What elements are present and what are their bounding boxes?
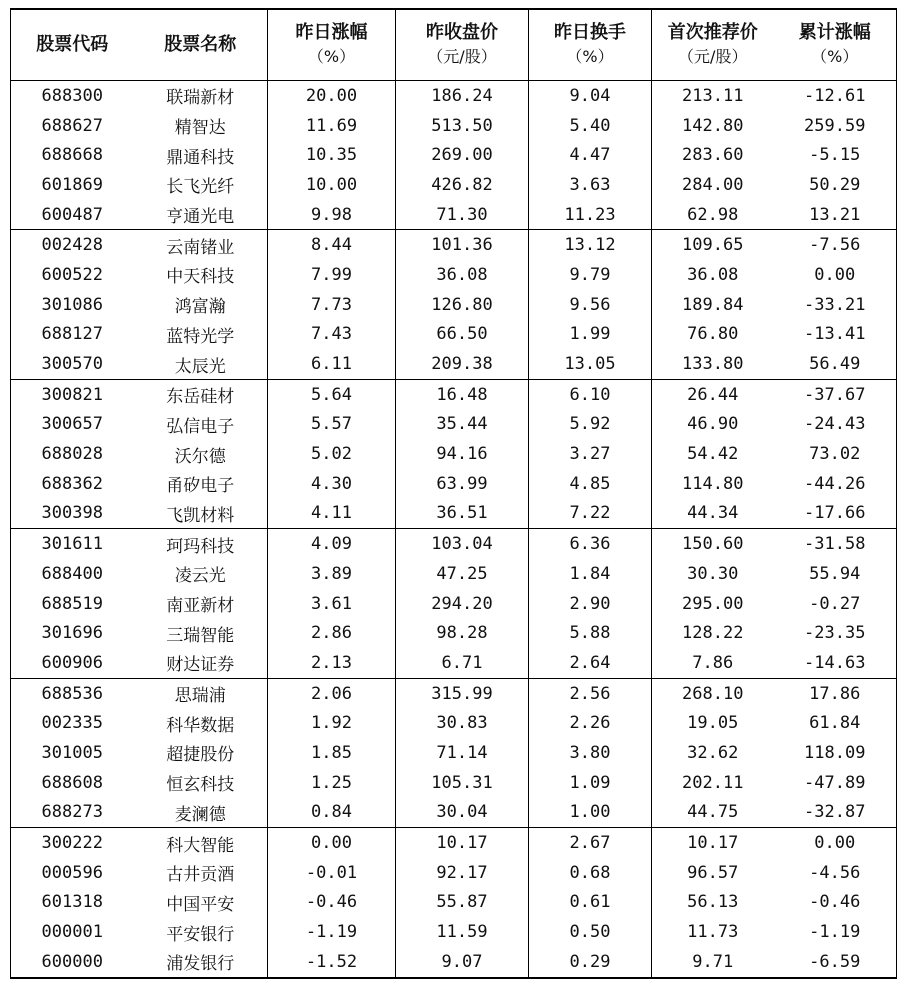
recommend-price-cell: 128.22: [682, 623, 744, 644]
close-price-cell: 103.04: [396, 529, 529, 559]
close-price-cell: 315.99: [396, 678, 529, 708]
recommend-price-cell: 202.11: [682, 772, 744, 793]
close-price-cell: 66.50: [396, 320, 529, 350]
turnover-cell: 9.56: [529, 290, 652, 320]
stock-code-cell: 002335: [11, 708, 134, 738]
cumulative-change-cell: -5.15: [774, 140, 897, 170]
table-row: [11, 230, 897, 260]
header-cumulative-title: 累计涨幅: [798, 22, 871, 43]
table-row: [11, 858, 897, 888]
stock-name-cell: 古井贡酒: [134, 858, 268, 888]
change-cell: 5.57: [268, 410, 396, 440]
stock-code-cell: 300570: [11, 349, 134, 379]
stock-code-cell: 300821: [11, 379, 134, 409]
turnover-cell: 9.04: [529, 81, 652, 111]
stock-code-cell: 688273: [11, 798, 134, 828]
table-row: [11, 379, 897, 409]
stock-code-cell: 688028: [11, 439, 134, 469]
header-change-title: 昨日涨幅: [295, 22, 368, 43]
close-price-cell: 98.28: [396, 618, 529, 648]
stock-code-cell: 688519: [11, 589, 134, 619]
cumulative-change-cell: 0.00: [774, 828, 897, 858]
stock-name-cell: 鼎通科技: [134, 140, 268, 170]
stock-code-cell: 301005: [11, 738, 134, 768]
stock-code-cell: 688608: [11, 768, 134, 798]
recommend-price-cell: 30.30: [687, 563, 739, 584]
change-cell: 0.00: [268, 828, 396, 858]
turnover-cell: 7.22: [529, 499, 652, 529]
close-price-cell: 92.17: [396, 858, 529, 888]
table-row: [11, 439, 897, 469]
table-row: [11, 648, 897, 678]
recommend-price-cell: 295.00: [682, 593, 744, 614]
turnover-cell: 11.23: [529, 200, 652, 230]
table-row: [11, 349, 897, 379]
turnover-cell: 6.36: [529, 529, 652, 559]
recommend-price-cell: 109.65: [652, 230, 774, 260]
change-cell: 7.99: [268, 260, 396, 290]
close-price-cell: 36.08: [396, 260, 529, 290]
turnover-cell: 1.84: [529, 559, 652, 589]
turnover-cell: 6.10: [529, 379, 652, 409]
change-cell: 4.11: [268, 499, 396, 529]
recommend-price-cell: 76.80: [687, 324, 739, 345]
change-cell: 10.35: [268, 140, 396, 170]
cumulative-change-cell: -44.26: [774, 469, 897, 499]
change-cell: 8.44: [268, 230, 396, 260]
stock-name-cell: 三瑞智能: [134, 618, 268, 648]
change-cell: 3.89: [268, 559, 396, 589]
turnover-cell: 2.90: [529, 589, 652, 619]
close-price-cell: 30.83: [396, 708, 529, 738]
turnover-cell: 4.47: [529, 140, 652, 170]
table-row: [11, 738, 897, 768]
turnover-cell: 1.99: [529, 320, 652, 350]
recommend-price-cell: 133.80: [682, 354, 744, 375]
recommend-price-cell: 268.10: [652, 678, 774, 708]
close-price-cell: 11.59: [396, 917, 529, 947]
table-row: [11, 589, 897, 619]
table-row: [11, 410, 897, 440]
stock-code-cell: 688127: [11, 320, 134, 350]
table-row: [11, 559, 897, 589]
stock-name-cell: 东岳硅材: [134, 379, 268, 409]
stock-name-cell: 思瑞浦: [134, 678, 268, 708]
header-stock-name: 股票名称: [134, 9, 268, 81]
close-price-cell: 186.24: [396, 81, 529, 111]
stock-code-cell: 300222: [11, 828, 134, 858]
recommend-price-cell: 142.80: [682, 115, 744, 136]
change-cell: -0.01: [268, 858, 396, 888]
cumulative-change-cell: -32.87: [774, 798, 897, 828]
recommend-price-cell: 26.44: [652, 379, 774, 409]
stock-code-cell: 688536: [11, 678, 134, 708]
cumulative-change-cell: -31.58: [774, 529, 897, 559]
recommend-price-cell: 189.84: [682, 294, 744, 315]
close-price-cell: 9.07: [396, 947, 529, 978]
stock-name-cell: 恒玄科技: [134, 768, 268, 798]
stock-name-cell: 麦澜德: [134, 798, 268, 828]
table-row: [11, 529, 897, 559]
stock-name-cell: 科大智能: [134, 828, 268, 858]
stock-code-cell: 600906: [11, 648, 134, 678]
table-row: [11, 111, 897, 141]
close-price-cell: 55.87: [396, 888, 529, 918]
turnover-cell: 1.00: [529, 798, 652, 828]
stock-code-cell: 688362: [11, 469, 134, 499]
stock-name-cell: 科华数据: [134, 708, 268, 738]
close-price-cell: 35.44: [396, 410, 529, 440]
close-price-cell: 94.16: [396, 439, 529, 469]
close-price-cell: 63.99: [396, 469, 529, 499]
change-cell: 1.25: [268, 768, 396, 798]
close-price-cell: 105.31: [396, 768, 529, 798]
close-price-cell: 294.20: [396, 589, 529, 619]
stock-name-cell: 浦发银行: [134, 947, 268, 978]
turnover-cell: 5.40: [529, 111, 652, 141]
table-row: [11, 200, 897, 230]
header-cumulative: [774, 9, 897, 81]
recommend-price-cell: 56.13: [687, 892, 739, 913]
table-row: [11, 320, 897, 350]
change-cell: 0.84: [268, 798, 396, 828]
cumulative-change-cell: -37.67: [774, 379, 897, 409]
change-cell: 4.30: [268, 469, 396, 499]
table-row: [11, 708, 897, 738]
stock-code-cell: 301611: [11, 529, 134, 559]
close-price-cell: 6.71: [396, 648, 529, 678]
stock-name-cell: 精智达: [134, 111, 268, 141]
cumulative-change-cell: -7.56: [774, 230, 897, 260]
cumulative-change-cell: -6.59: [774, 947, 897, 978]
stock-name-cell: 亨通光电: [134, 200, 268, 230]
stock-name-cell: 中天科技: [134, 260, 268, 290]
close-price-cell: 126.80: [396, 290, 529, 320]
stock-code-cell: 301086: [11, 290, 134, 320]
change-cell: 5.64: [268, 379, 396, 409]
recommend-price-cell: 44.75: [687, 802, 739, 823]
change-cell: 6.11: [268, 349, 396, 379]
stock-name-cell: 长飞光纤: [134, 170, 268, 200]
close-price-cell: 101.36: [396, 230, 529, 260]
header-change: [268, 9, 396, 81]
change-cell: 4.09: [268, 529, 396, 559]
recommend-price-cell: 150.60: [652, 529, 774, 559]
turnover-cell: 2.64: [529, 648, 652, 678]
table-row: [11, 140, 897, 170]
stock-code-cell: 688300: [11, 81, 134, 111]
table-row: [11, 170, 897, 200]
header-change-unit: （%）: [307, 47, 356, 66]
change-cell: 20.00: [268, 81, 396, 111]
stock-code-cell: 600487: [11, 200, 134, 230]
recommend-price-cell: 44.34: [687, 503, 739, 524]
table-row: [11, 947, 897, 978]
cumulative-change-cell: -1.19: [774, 917, 897, 947]
stock-name-cell: 蓝特光学: [134, 320, 268, 350]
header-recommend-unit: （元/股）: [678, 47, 748, 66]
header-close-price: [396, 9, 529, 81]
turnover-cell: 0.68: [529, 858, 652, 888]
cumulative-change-cell: 17.86: [774, 678, 897, 708]
stock-code-cell: 601869: [11, 170, 134, 200]
table-row: [11, 290, 897, 320]
table-row: [11, 678, 897, 708]
cumulative-change-cell: 55.94: [774, 559, 897, 589]
stock-name-cell: 弘信电子: [134, 410, 268, 440]
stock-code-cell: 002428: [11, 230, 134, 260]
cumulative-change-cell: -14.63: [774, 648, 897, 678]
stock-name-cell: 鸿富瀚: [134, 290, 268, 320]
table-row: [11, 81, 897, 111]
cumulative-change-cell: -33.21: [774, 290, 897, 320]
table-header-row: [11, 9, 897, 81]
header-recommend-title: 首次推荐价: [667, 22, 758, 43]
change-cell: 9.98: [268, 200, 396, 230]
cumulative-change-cell: -17.66: [774, 499, 897, 529]
close-price-cell: 10.17: [396, 828, 529, 858]
recommend-price-cell: 213.11: [682, 85, 744, 106]
header-turnover-title: 昨日换手: [554, 22, 626, 43]
stock-name-cell: 中国平安: [134, 888, 268, 918]
recommend-price-cell: 96.57: [687, 862, 739, 883]
stock-name-cell: 南亚新材: [134, 589, 268, 619]
close-price-cell: 71.30: [396, 200, 529, 230]
recommend-price-cell: 11.73: [687, 922, 739, 943]
turnover-cell: 5.92: [529, 410, 652, 440]
stock-code-cell: 688627: [11, 111, 134, 141]
stock-name-cell: 联瑞新材: [134, 81, 268, 111]
header-cumulative-unit: （%）: [811, 47, 859, 66]
stock-name-cell: 沃尔德: [134, 439, 268, 469]
table-row: [11, 469, 897, 499]
stock-code-cell: 601318: [11, 888, 134, 918]
stock-recommendation-table: [10, 8, 897, 979]
cumulative-change-cell: 61.84: [774, 708, 897, 738]
stock-name-cell: 财达证券: [134, 648, 268, 678]
stock-name-cell: 飞凯材料: [134, 499, 268, 529]
recommend-price-cell: 9.71: [652, 947, 774, 978]
stock-code-cell: 688668: [11, 140, 134, 170]
close-price-cell: 16.48: [396, 379, 529, 409]
recommend-price-cell: 283.60: [682, 145, 744, 166]
recommend-price-cell: 32.62: [687, 742, 739, 763]
cumulative-change-cell: -23.35: [774, 618, 897, 648]
stock-name-cell: 超捷股份: [134, 738, 268, 768]
cumulative-change-cell: -0.46: [774, 888, 897, 918]
stock-code-cell: 000001: [11, 917, 134, 947]
stock-name-cell: 甬矽电子: [134, 469, 268, 499]
turnover-cell: 0.50: [529, 917, 652, 947]
change-cell: 1.85: [268, 738, 396, 768]
change-cell: 3.61: [268, 589, 396, 619]
turnover-cell: 9.79: [529, 260, 652, 290]
table-row: [11, 618, 897, 648]
change-cell: 10.00: [268, 170, 396, 200]
close-price-cell: 209.38: [396, 349, 529, 379]
turnover-cell: 13.12: [529, 230, 652, 260]
close-price-cell: 47.25: [396, 559, 529, 589]
header-stock-code: 股票代码: [11, 9, 134, 81]
stock-name-cell: 凌云光: [134, 559, 268, 589]
recommend-price-cell: 19.05: [687, 713, 739, 734]
recommend-price-cell: 7.86: [692, 652, 734, 673]
turnover-cell: 2.56: [529, 678, 652, 708]
stock-name-cell: 云南锗业: [134, 230, 268, 260]
cumulative-change-cell: 73.02: [774, 439, 897, 469]
close-price-cell: 513.50: [396, 111, 529, 141]
stock-code-cell: 688400: [11, 559, 134, 589]
table-row: [11, 917, 897, 947]
cumulative-change-cell: 259.59: [774, 111, 897, 141]
turnover-cell: 2.26: [529, 708, 652, 738]
stock-code-cell: 300657: [11, 410, 134, 440]
table-body: [11, 81, 897, 978]
recommend-price-cell: 10.17: [652, 828, 774, 858]
cumulative-change-cell: -12.61: [774, 81, 897, 111]
turnover-cell: 5.88: [529, 618, 652, 648]
header-close-title: 昨收盘价: [426, 22, 498, 43]
turnover-cell: 0.61: [529, 888, 652, 918]
change-cell: -0.46: [268, 888, 396, 918]
turnover-cell: 3.80: [529, 738, 652, 768]
change-cell: 11.69: [268, 111, 396, 141]
table-row: [11, 260, 897, 290]
change-cell: 2.86: [268, 618, 396, 648]
table-row: [11, 499, 897, 529]
close-price-cell: 269.00: [396, 140, 529, 170]
cumulative-change-cell: 0.00: [774, 260, 897, 290]
table-row: [11, 828, 897, 858]
table-row: [11, 768, 897, 798]
table-row: [11, 888, 897, 918]
stock-name-cell: 太辰光: [134, 349, 268, 379]
cumulative-change-cell: -0.27: [774, 589, 897, 619]
cumulative-change-cell: 56.49: [774, 349, 897, 379]
header-recommend-price: [652, 9, 774, 81]
stock-name-cell: 珂玛科技: [134, 529, 268, 559]
stock-code-cell: 600000: [11, 947, 134, 978]
cumulative-change-cell: -47.89: [774, 768, 897, 798]
turnover-cell: 3.27: [529, 439, 652, 469]
cumulative-change-cell: -24.43: [774, 410, 897, 440]
recommend-price-cell: 54.42: [687, 444, 739, 465]
recommend-price-cell: 284.00: [682, 174, 744, 195]
turnover-cell: 0.29: [529, 947, 652, 978]
turnover-cell: 1.09: [529, 768, 652, 798]
turnover-cell: 13.05: [529, 349, 652, 379]
change-cell: 2.06: [268, 678, 396, 708]
recommend-price-cell: 46.90: [687, 414, 739, 435]
close-price-cell: 71.14: [396, 738, 529, 768]
stock-code-cell: 300398: [11, 499, 134, 529]
change-cell: 7.43: [268, 320, 396, 350]
stock-code-cell: 600522: [11, 260, 134, 290]
change-cell: 7.73: [268, 290, 396, 320]
change-cell: 1.92: [268, 708, 396, 738]
recommend-price-cell: 114.80: [682, 473, 744, 494]
stock-code-cell: 301696: [11, 618, 134, 648]
stock-table-container: [10, 8, 896, 979]
stock-name-cell: 平安银行: [134, 917, 268, 947]
header-turnover-unit: （%）: [566, 47, 614, 66]
header-turnover: [529, 9, 652, 81]
stock-code-cell: 000596: [11, 858, 134, 888]
header-close-unit: （元/股）: [427, 47, 497, 66]
change-cell: 5.02: [268, 439, 396, 469]
close-price-cell: 30.04: [396, 798, 529, 828]
close-price-cell: 426.82: [396, 170, 529, 200]
cumulative-change-cell: 13.21: [774, 200, 897, 230]
change-cell: 2.13: [268, 648, 396, 678]
cumulative-change-cell: -4.56: [774, 858, 897, 888]
turnover-cell: 3.63: [529, 170, 652, 200]
recommend-price-cell: 36.08: [687, 264, 739, 285]
turnover-cell: 2.67: [529, 828, 652, 858]
close-price-cell: 36.51: [396, 499, 529, 529]
turnover-cell: 4.85: [529, 469, 652, 499]
table-row: [11, 798, 897, 828]
cumulative-change-cell: -13.41: [774, 320, 897, 350]
change-cell: -1.19: [268, 917, 396, 947]
cumulative-change-cell: 50.29: [774, 170, 897, 200]
recommend-price-cell: 62.98: [687, 204, 739, 225]
change-cell: -1.52: [268, 947, 396, 978]
cumulative-change-cell: 118.09: [774, 738, 897, 768]
